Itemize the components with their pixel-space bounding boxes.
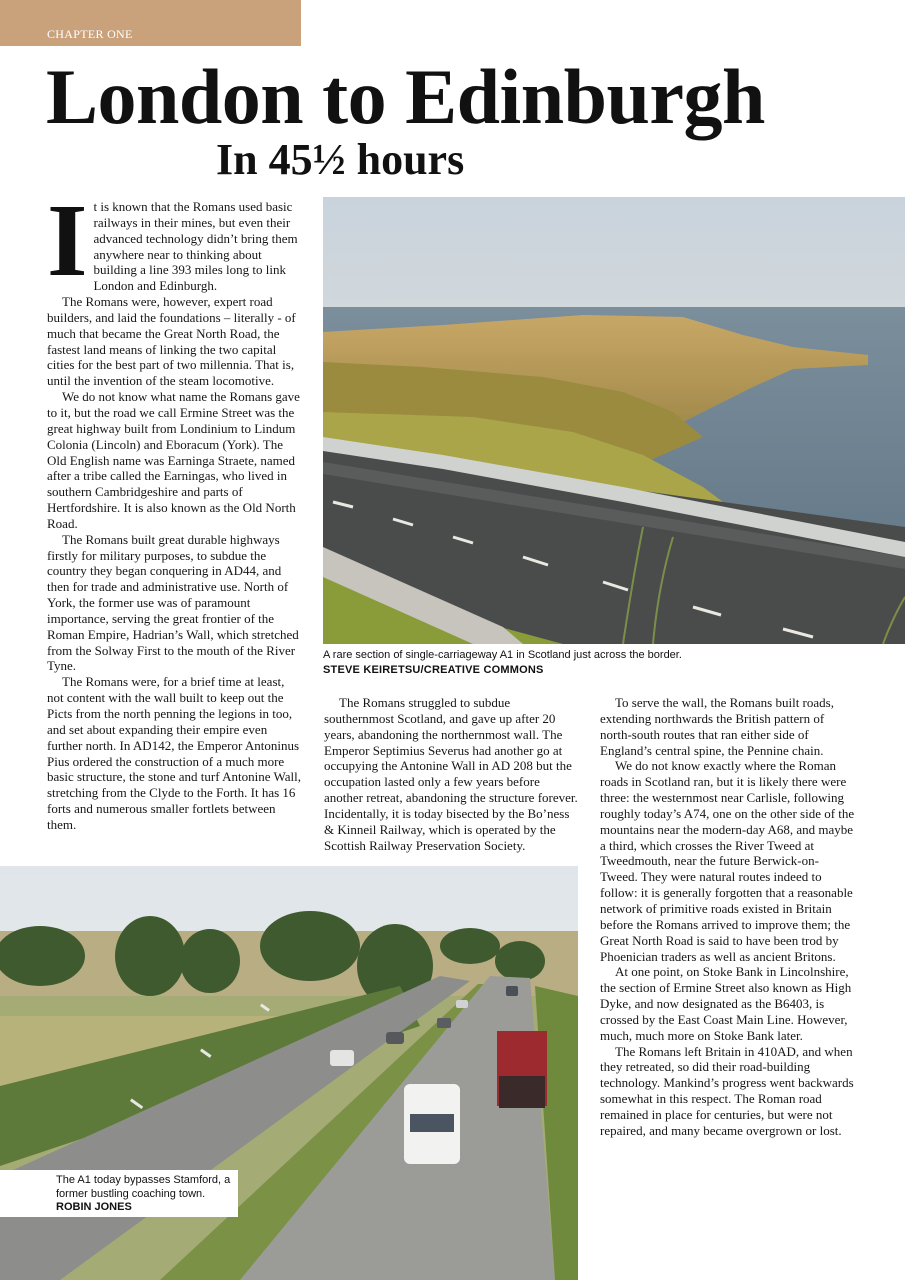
page-subtitle: In 45½ hours (216, 135, 465, 184)
photo-credit: ROBIN JONES (56, 1201, 132, 1213)
photo-credit: STEVE KEIRETSU/CREATIVE COMMONS (323, 664, 544, 676)
article-paragraph: It is known that the Romans used basic railways in their mines, but even their advanced technology didn’t bring them anywhere near to thinking about building a line 393 miles long to link London and Edinburgh. (47, 183, 298, 298)
article-paragraph: The Romans were, for a brief time at least, not content with the wall built to keep out the Picts from the north penning the legions in too, and set about expanding their empire even further north. In AD142, the Emperor Antoninus Pius ordered the construction of a much more basic structure, the stone and turf Antonine Wall, stretching from the Clyde to the Forth. It has 16 forts and numerous smaller fortlets between them. (47, 674, 301, 832)
article-column-1 (47, 183, 302, 833)
a1-dual-carriageway-photo (0, 866, 578, 1280)
bottom-photo-caption (0, 1170, 238, 1217)
coastal-road-photo (323, 197, 905, 644)
chapter-label: CHAPTER ONE (47, 27, 133, 41)
article-paragraph: At one point, on Stoke Bank in Lincolnshire, the section of Ermine Street also known as High Dyke, and now designated as the B6403, is crossed by the East Coast Main Line. However, much, much more on Stoke Bank later. (600, 964, 852, 1043)
article-paragraph: We do not know what name the Romans gave to it, but the road we call Ermine Street was the great highway built from Londinium to Lindum Colonia (Lincoln) and Eboracum (York). The Old English name was Earninga Straete, named after a tribe called the Earningas, who lived in southern Cambridgeshire and parts of Hertfordshire. It is also known as the Old North Road. (47, 389, 300, 531)
page-title: London to Edinburgh (46, 53, 765, 140)
article-column-3 (600, 695, 855, 1139)
article-paragraph: The Romans built great durable highways firstly for military purposes, to subdue the country they began conquering in AD44, and then for trade and administrative use. North of York, the former use was of paramount importance, serving the great frontier of the Roman Empire, Hadrian’s Wall, which stretched from the Solway First to the mouth of the River Tyne. (47, 531, 299, 674)
chapter-tab (0, 0, 301, 46)
article-paragraph: The Romans struggled to subdue southernmost Scotland, and gave up after 20 years, abandoning the northernmost wall. The Emperor Septimius Severus had another go at occupying the Antonine Wall in AD 208 but the occupation lasted only a few years before another retreat, abandoning the structure forever. Incidentally, it is today bisected by the Bo’ness & Kinneil Railway, which is operated by the Scottish Railway Preservation Society. (324, 695, 578, 853)
drop-cap: I (47, 183, 88, 298)
caption-text: A rare section of single-carriageway A1 in Scotland just across the border. (323, 649, 682, 661)
caption-text: The A1 today bypasses Stamford, a former bustling coaching town. (56, 1174, 231, 1200)
article-paragraph: The Romans left Britain in 410AD, and when they retreated, so did their road-building technology. Mankind’s progress went backwards somewhat in this respect. The Roman road remained in place for centuries, but were not repaired, and many became overgrown or lost. (600, 1043, 854, 1138)
article-paragraph: We do not know exactly where the Roman roads in Scotland ran, but it is likely there were three: the westernmost near Carlisle, following roughly today’s A74, one on the other side of the mountains near the modern-day A68, and maybe a third, which crosses the River Tweed at Tweedmouth, near the future Berwick-on-Tweed. They were natural routes indeed to follow: it is generally forgotten that a reasonable network of primitive roads existed in Britain before the Romans arrived to improve them; the Great North Road is said to have been trod by Phoenician traders as well as ancient Britons. (600, 758, 855, 964)
article-paragraph: To serve the wall, the Romans built roads, extending northwards the British pattern of north-south routes that ran either side of England’s central spine, the Pennine chain. (600, 695, 834, 758)
top-photo-caption (323, 648, 883, 678)
article-paragraph: The Romans were, however, expert road builders, and laid the foundations – literally - of much that became the Great North Road, the fastest land means of linking the two capital cities for the best part of two millennia. That is, until the invention of the steam locomotive. (47, 294, 296, 389)
article-column-2 (324, 695, 579, 853)
